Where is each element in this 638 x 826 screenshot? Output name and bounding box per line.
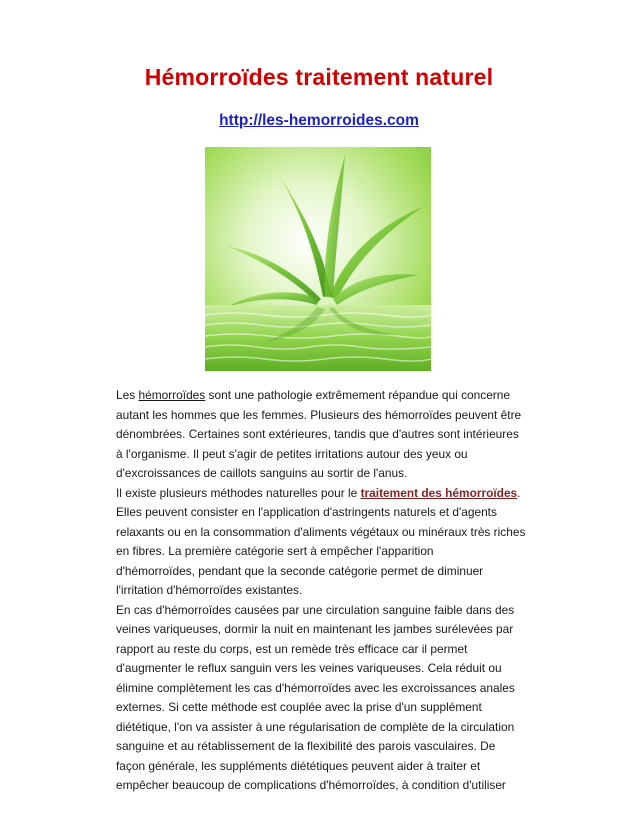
body-line: sanguine et au rétablissement de la flexibilité des parois vasculaires. De (116, 739, 496, 753)
body-line: en fibres. La première catégorie sert à empêcher l'apparition (116, 544, 434, 558)
body-line: diététique, l'on va assister à une régularisation de complète de la circulation (116, 719, 515, 734)
body-line: élimine complètement les cas d'hémorroïdes avec les excroissances anales (116, 680, 515, 695)
body-line: Elles peuvent consister en l'application d'astringents naturels et d'agents (116, 505, 497, 519)
aloe-vera-leaves-reflection-image (205, 147, 431, 371)
body-line: Il existe plusieurs méthodes naturelles pour le traitement des hémorroïdes. (116, 485, 521, 500)
aloe-vera-image-art (205, 147, 431, 371)
page-title: Hémorroïdes traitement naturel (144, 64, 494, 90)
article-body (116, 386, 540, 796)
body-line: à l'organisme. Il peut s'agir de petites irritations autour des yeux ou (116, 446, 468, 461)
body-line: d'augmenter le reflux sanguin vers les veines variqueuses. Cela réduit ou (116, 661, 502, 675)
body-line: En cas d'hémorroïdes causées par une circulation sanguine faible dans des (116, 602, 515, 617)
body-line: autant les hommes que les femmes. Plusieurs des hémorroïdes peuvent être (116, 407, 522, 422)
body-line: Les hémorroïdes sont une pathologie extrêmement répandue qui concerne (116, 388, 510, 402)
body-line: façon générale, les suppléments diététiques peuvent aider à traiter et (116, 758, 481, 773)
body-line: relaxants ou en la consommation d'aliments végétaux ou minéraux très riches (116, 524, 526, 539)
body-line: externes. Si cette méthode est couplée avec la prise d'un supplément (116, 700, 482, 714)
body-line: l'irritation d'hémorroïdes existantes. (116, 583, 303, 597)
body-line: dénombrées. Certaines sont extérieures, tandis que d'autres sont intérieures (116, 427, 519, 441)
hemorroides-link[interactable]: hémorroïdes (138, 388, 206, 402)
traitement-hemorroides-link[interactable]: traitement des hémorroïdes (360, 485, 518, 500)
body-line: d'hémorroïdes, pendant que la seconde catégorie permet de diminuer (116, 563, 484, 578)
site-url-link[interactable]: http://les-hemorroides.com (219, 112, 419, 129)
body-line: empêcher beaucoup de complications d'hémorroïdes, à condition d'utiliser (116, 778, 506, 792)
body-line: rapport au reste du corps, est un remède très efficace car il permet (116, 641, 468, 656)
body-line: d'excroissances de caillots sanguins au sortir de l'anus. (116, 466, 408, 480)
body-line: veines variqueuses, dormir la nuit en maintenant les jambes surélevées par (116, 622, 514, 636)
